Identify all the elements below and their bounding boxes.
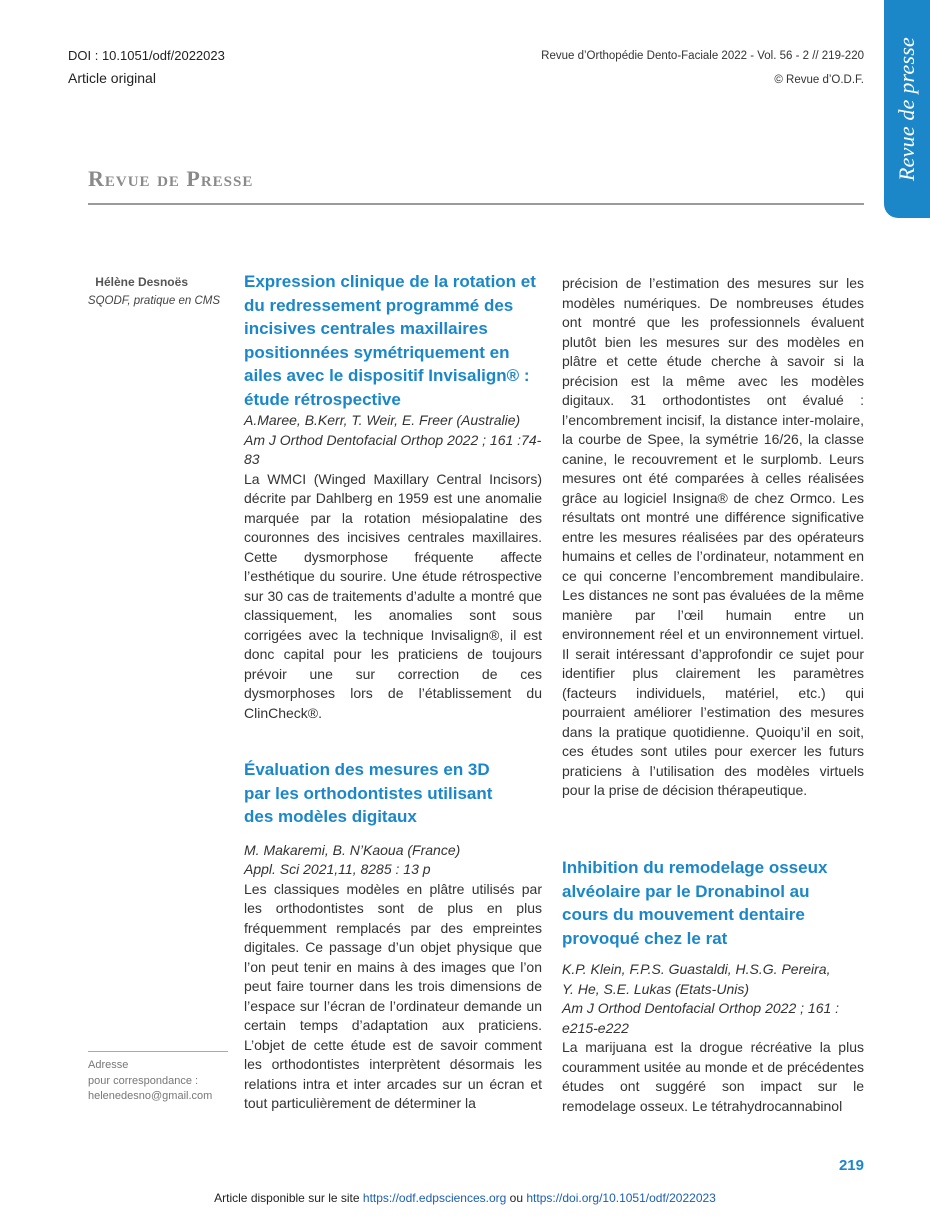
address-block (88, 1058, 238, 1105)
article-type: Article original (68, 70, 156, 86)
article-1-authors: A.Maree, B.Kerr, T. Weir, E. Freer (Australie) (244, 412, 521, 428)
article-1-body: La WMCI (Winged Maxillary Central Incisors) décrite par Dahlberg en 1959 est une anomalie marquée par la rotation mésiopalatine des couronnes des incisives centrales maxillaires. Cette dysmorphose fréquente affecte l’esthétique du sourire. Une étude rétrospective sur 30 cas de traitements d’adulte a montré que classiquement, les anomalies sont sous corrigées avec la technique Invisalign®, il est donc capital pour les praticiens de toujours prévoir une sur correction de ces dysmorphoses lors de l’établissement du ClinCheck®. (244, 470, 542, 721)
article-2 (244, 758, 542, 1114)
address-divider (88, 1051, 228, 1052)
address-label-2: pour correspondance : (88, 1074, 199, 1087)
section-side-tab (884, 0, 930, 218)
article-1-reference: Am J Orthod Dentofacial Orthop 2022 ; 161 :74-83 (244, 431, 542, 467)
article-1-title: Expression clinique de la rotation et du redressement programmé des incisives centrales maxillaires positionnées symétriquement en ailes avec le dispositif Invisalign® : étude rétrospective (244, 272, 536, 409)
side-tab-label: Revue de presse (894, 37, 919, 181)
article-3-reference: Am J Orthod Dentofacial Orthop 2022 ; 161 : e215-e222 (562, 1000, 840, 1036)
article-3-body: La marijuana est la drogue récréative la plus couramment usitée au monde et de précédentes études ont suggéré son impact sur le remodelage osseux. Le tétrahydrocannabinol (562, 1039, 864, 1114)
article-2-body-continued: précision de l’estimation des mesures sur les modèles numériques. De nombreuses études ont montré que les professionnels évaluent plutôt bien les mesures sur des modèles en plâtre et cette étude cherche à savoir si la précision est la même avec les modèles digitaux. 31 orthodontistes ont évalué : l’encombrement incisif, la distance inter-molaire, la courbe de Spee, la symétrie 16/26, la classe canine, le recouvrement et le surplomb. Leurs mesures ont été comparées à celles réalisées grâce au logiciel Insigna® de chez Ormco. Les résultats ont montré une différence significative entre les mesures réalisées par des opérateurs humains et celles de l’ordinateur, notamment en ce qui concerne l’encombrement mandibulaire. Les distances ne sont pas évaluées de la même manière par l’œil humain entre un environnement réel et un environnement virtuel. Il serait intéressant d’approfondir ce sujet pour identifier plus clairement les paramètres (facteurs individuels, matériel, etc.) qui pourraient améliorer l’estimation des mesures dans la pratique quotidienne. Quoiqu’il en soit, ces études sont utiles pour exercer les futurs praticiens à l’utilisation des modèles virtuels pour la prise de décision thérapeutique. (562, 275, 864, 798)
footer-conj: ou (509, 1191, 524, 1205)
footer (0, 1191, 930, 1205)
address-email[interactable]: helenedesno@gmail.com (88, 1090, 213, 1102)
footer-link-doi[interactable]: https://doi.org/10.1051/odf/2022023 (526, 1191, 716, 1205)
section-title: Revue de Presse (88, 166, 254, 191)
footer-prefix: Article disponible sur le site (214, 1191, 360, 1205)
copyright: © Revue d’O.D.F. (774, 74, 864, 86)
title-divider (88, 203, 864, 205)
article-2-title: Évaluation des mesures en 3D par les orthodontistes utilisant des modèles digitaux (244, 760, 493, 826)
address-label: Adresse (88, 1059, 129, 1071)
page-number: 219 (838, 1157, 864, 1174)
article-3-title: Inhibition du remodelage osseux alvéolaire par le Dronabinol au cours du mouvement dentaire provoqué chez le rat (562, 858, 828, 948)
footer-link-site[interactable]: https://odf.edpsciences.org (362, 1191, 507, 1205)
doi: DOI : 10.1051/odf/2022023 (68, 48, 225, 63)
article-2-reference: Appl. Sci 2021,11, 8285 : 13 p (244, 861, 431, 877)
article-2-authors: M. Makaremi, B. N’Kaoua (France) (244, 841, 461, 858)
article-3-authors: K.P. Klein, F.P.S. Guastaldi, H.S.G. Pereira, Y. He, S.E. Lukas (Etats-Unis) (562, 961, 831, 997)
article-2-body: Les classiques modèles en plâtre utilisés par les orthodontistes sont de plus en plus fréquemment remplacés par des empreintes digitales. Ce passage d’un objet physique que l’on peut tenir en mains à des images que l’on peut faire tourner dans les trois dimensions de l’espace sur l’écran de l’ordinateur demande un certain temps d’adaptation aux praticiens. L’objet de cette étude est de savoir comment les orthodontistes interprètent désormais les relations intra et inter arcades sur un écran et tout particulièrement de déterminer la (244, 880, 542, 1111)
article-1 (244, 270, 542, 723)
article-3 (562, 856, 864, 1116)
author-name: Hélène Desnoës (95, 275, 188, 289)
author-role: SQODF, pratique en CMS (87, 295, 220, 307)
journal-citation: Revue d’Orthopédie Dento-Faciale 2022 - Vol. 56 - 2 // 219-220 (541, 50, 864, 62)
